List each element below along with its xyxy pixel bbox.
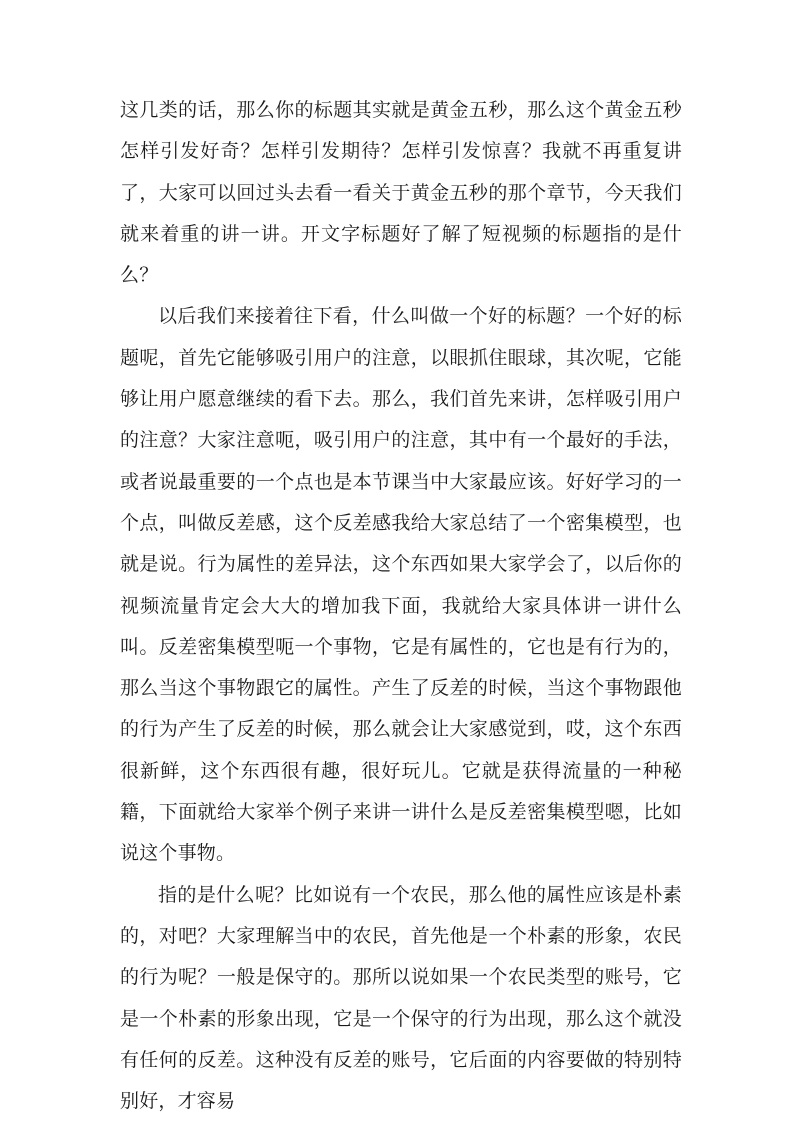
paragraph-2: 以后我们来接着往下看，什么叫做一个好的标题？一个好的标题呢，首先它能够吸引用户的注意，以眼抓住眼球，其次呢，它能够让用户愿意继续的看下去。那么，我们首先来讲，怎样吸引用户的注意？大家注意呃，吸引用户的注意，其中有一个最好的手法，或者说最重要的一个点也是本节课当中大家最应该。好好学习的一个点，叫做反差感，这个反差感我给大家总结了一个密集模型，也就是说。行为属性的差异法，这个东西如果大家学会了，以后你的视频流量肯定会大大的增加我下面，我就给大家具体讲一讲什么叫。反差密集模型呃一个事物，它是有属性的，它也是有行为的，那么当这个事物跟它的属性。产生了反差的时候，当这个事物跟他的行为产生了反差的时候，那么就会让大家感觉到，哎，这个东西很新鲜，这个东西很有趣，很好玩儿。它就是获得流量的一种秘籍，下面就给大家举个例子来讲一讲什么是反差密集模型嗯，比如说这个事物。 bbox=[120, 305, 682, 865]
body-text bbox=[120, 90, 682, 1122]
paragraph-1: 这几类的话，那么你的标题其实就是黄金五秒，那么这个黄金五秒怎样引发好奇？怎样引发期待？怎样引发惊喜？我就不再重复讲了，大家可以回过头去看一看关于黄金五秒的那个章节，今天我们就来着重的讲一讲。开文字标题好了解了短视频的标题指的是什么？ bbox=[120, 99, 682, 287]
paragraph-3: 指的是什么呢？比如说有一个农民，那么他的属性应该是朴素的，对吧？大家理解当中的农民，首先他是一个朴素的形象，农民的行为呢？一般是保守的。那所以说如果一个农民类型的账号，它是一个朴素的形象出现，它是一个保守的行为出现，那么这个就没有任何的反差。这种没有反差的账号，它后面的内容要做的特别特别好，才容易 bbox=[120, 883, 682, 1113]
